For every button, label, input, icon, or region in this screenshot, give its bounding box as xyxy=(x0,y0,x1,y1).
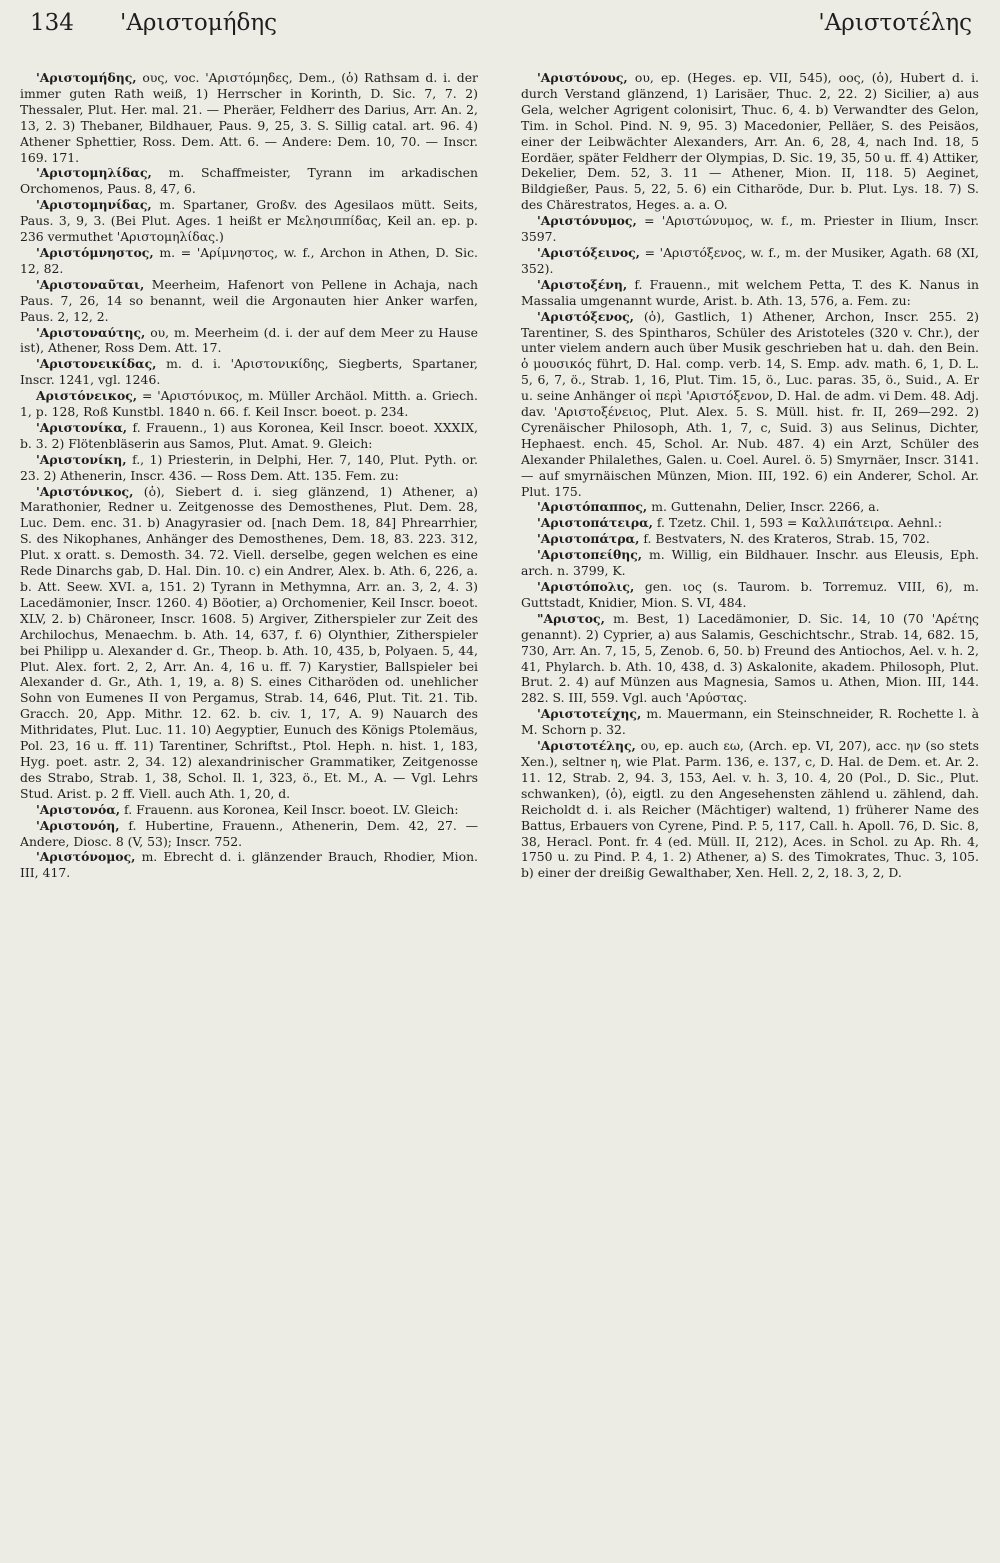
headword: 'Αριστοξένη, xyxy=(537,276,628,292)
entry-text: m. = 'Αρίμνηστος, w. f., Archon in Athen, D. Sic. 12, 82. xyxy=(20,244,478,276)
entry-text: m. Mauermann, ein Steinschneider, R. Rochette l. à M. Schorn p. 32. xyxy=(521,706,979,738)
headword: 'Αριστοναῦται, xyxy=(36,276,145,292)
entry xyxy=(20,802,478,818)
entry-text: f. Frauenn. aus Koronea, Keil Inscr. boeot. LV. Gleich: xyxy=(124,801,459,817)
entry xyxy=(20,277,478,325)
entry-text: (ὁ), Gastlich, 1) Athener, Archon, Inscr. 255. 2) Tarentiner, S. des Spintharos, Schüler des Aristoteles (320 v. Chr.), der unter vielem andern auch über Musik geschrieben hat u. dah. den Bein. ὁ μουσικός führt, D. Hal. comp. verb. 14, S. Emp. adv. math. 6, 1, D. L. 5, 6, 7, ö., Strab. 1, 16, Plut. Tim. 15, ö., Luc. paras. 35, ö., Suid., A. Er u. seine Anhänger οἱ περὶ 'Αριστόξενον, D. Hal. de adm. vi Dem. 48. Adj. dav. 'Αριστοξένειος, Plut. Alex. 5. S. Müll. hist. fr. II, 269—292. 2) Cyrenäischer Philosoph, Ath. 1, 7, c, Suid. 3) aus Selinus, Dichter, Hephaest. ench. 45, Schol. Ar. Nub. 487. 4) ein Arzt, Schüler des Alexander Philalethes, Galen. u. Coel. Aurel. ö. 5) Smyrnäer, Inscr. 3141. — auf smyrnäischen Münzen, Mion. III, 192. 6) ein Anderer, Schol. Ar. Plut. 175. xyxy=(521,308,979,499)
entry-text: f. Frauenn., mit welchem Petta, T. des K. Nanus in Massalia umgenannt wurde, Arist. b. Ath. 13, 576, a. Fem. zu: xyxy=(521,276,979,308)
entry-text: Meerheim, Hafenort von Pellene in Achaja, nach Paus. 7, 26, 14 so benannt, weil die Argonauten hier Anker warfen, Paus. 2, 12, 2. xyxy=(20,276,478,324)
entry xyxy=(521,70,979,213)
entry-text: ους, voc. 'Αριστόμηδες, Dem., (ὁ) Rathsam d. i. der immer guten Rath weiß, 1) Herrscher in Korinth, D. Sic. 7, 7. 2) Thessaler, Plut. Her. mal. 21. — Pheräer, Feldherr des Darius, Arr. An. 2, 13, 2. 3) Thebaner, Bildhauer, Paus. 9, 25, 3. S. Sillig catal. art. 96. 4) Athener Sphettier, Ross. Dem. Att. 6. — Andere: Dem. 10, 70. — Inscr. 169. 171. xyxy=(20,70,478,165)
entry xyxy=(20,325,478,357)
entry-text: m. Ebrecht d. i. glänzender Brauch, Rhodier, Mion. III, 417. xyxy=(20,849,478,881)
entry-text: m. Spartaner, Großv. des Agesilaos mütt. Seits, Paus. 3, 9, 3. (Bei Plut. Ages. 1 heißt er Μελησιππίδας, Keil an. ep. p. 236 vermuthet 'Αριστομηλίδας.) xyxy=(20,197,478,245)
left-guide-word: 'Αριστομήδης xyxy=(120,10,277,36)
headword: 'Αριστοπείθης, xyxy=(537,547,643,563)
entry-text: f. Bestvaters, N. des Krateros, Strab. 15, 702. xyxy=(643,531,930,547)
entry xyxy=(20,452,478,484)
page-number: 134 xyxy=(30,10,74,36)
headword: 'Αριστομηλίδας, xyxy=(36,165,152,181)
entry xyxy=(20,484,478,802)
entry-text: m. d. i. 'Αριστονικίδης, Siegberts, Spartaner, Inscr. 1241, vgl. 1246. xyxy=(20,356,478,388)
entry xyxy=(20,388,478,420)
headword: 'Αριστόξενος, xyxy=(537,308,634,324)
headword: 'Αριστονίκα, xyxy=(36,419,128,435)
entry xyxy=(20,70,478,165)
entry-text: ου, ep. auch εω, (Arch. ep. VI, 207), acc. ην (so stets Xen.), seltner η, wie Plat. Parm. 136, e. 137, c, D. Hal. de Dem. et. Ar. 2. 11. 12, Strab. 2, 94. 3, 153, Ael. v. h. 3, 10. 4, 20 (Pol., D. Sic., Plut. schwanken), (ὁ), eigtl. zu den Angesehensten zählend u. zählend, dah. Reicholdt d. i. als Reicher (Mächtiger) waltend, 1) früherer Name des Battus, Erbauers von Cyrene, Pind. P. 5, 117, Call. h. Apoll. 76, D. Sic. 8, 38, Heracl. Pont. fr. 4 (ed. Müll. II, 212), Aces. in Schol. zu Ap. Rh. 4, 1750 u. zu Pind. P. 4, 1. 2) Athener, a) S. des Timokrates, Thuc. 3, 105. b) einer der dreißig Gewalthaber, Xen. Hell. 2, 2, 18. 3, 2, D. xyxy=(521,738,979,881)
entry-text: ου, ep. (Heges. ep. VII, 545), οος, (ὁ), Hubert d. i. durch Verstand glänzend, 1) Larisäer, Thuc. 2, 22. 2) Sicilier, a) aus Gela, welcher Agrigent colonisirt, Thuc. 6, 4. b) Verwandter des Gelon, Tim. in Schol. Pind. N. 9, 95. 3) Macedonier, Pelläer, S. des Peisäos, einer der Leibwächter Alexanders, Arr. An. 6, 28, 4, nach Ind. 18, 5 Eordäer, später Feldherr der Olympias, D. Sic. 19, 35, 50 u. ff. 4) Attiker, Dekelier, Dem. 52, 3. 11 — Athener, Mion. II, 118. 5) Aeginet, Bildgießer, Paus. 5, 22, 5. 6) ein Citharöde, Dur. b. Plut. Lys. 18. 7) S. des Chärestratos, Heges. a. a. O. xyxy=(521,70,979,213)
headword: 'Αριστονόα, xyxy=(36,801,121,817)
entry xyxy=(20,818,478,850)
entry xyxy=(20,849,478,881)
headword: 'Αριστοπάτειρα, xyxy=(537,515,653,531)
entry-text: = 'Αριστόξενος, w. f., m. der Musiker, Agath. 68 (XI, 352). xyxy=(521,244,979,276)
left-column xyxy=(20,70,478,1550)
entry-text: ου, m. Meerheim (d. i. der auf dem Meer zu Hause ist), Athener, Ross Dem. Att. 17. xyxy=(20,324,478,356)
headword: 'Αριστοτείχης, xyxy=(537,706,642,722)
entry xyxy=(20,245,478,277)
headword: 'Αριστομηνίδας, xyxy=(36,197,152,213)
entry-text: (ὁ), Siebert d. i. sieg glänzend, 1) Athener, a) Marathonier, Redner u. Zeitgenosse des Demosthenes, Plut. Dem. 28, Luc. Dem. enc. 31. b) Anagyrasier od. [nach Dem. 18, 84] Phrearrhier, S. des Nikophanes, Anhänger des Demosthenes, Dem. 18, 83. 223. 312, Plut. x oratt. s. Demosth. 34. 72. Viell. derselbe, gegen welchen es eine Rede Dinarchs gab, D. Hal. Din. 10. c) ein Andrer, Alex. b. Ath. 6, 226, a. b. Att. Seew. XVI. a, 151. 2) Tyrann in Methymna, Arr. an. 3, 2, 4. 3) Lacedämonier, Inscr. 1260. 4) Böotier, a) Orchomenier, Keil Inscr. boeot. XLV, 2. b) Chäroneer, Inscr. 1608. 5) Argiver, Zitherspieler zur Zeit des Archilochus, Menaechm. b. Ath. 14, 637, f. 6) Olynthier, Zitherspieler bei Philipp u. Alexander d. Gr., Theop. b. Ath. 10, 435, b, Polyaen. 5, 44, Plut. Alex. fort. 2, 2, Arr. An. 4, 16 u. ff. 7) Karystier, Ballspieler bei Alexander d. Gr., Ath. 1, 19, a. 8) S. eines Citharöden od. unehlicher Sohn von Eumenes II von Pergamus, Strab. 14, 646, Plut. Tit. 21. Tib. Gracch. 20, App. Mithr. 12. 62. b. civ. 1, 17, A. 9) Nauarch des Mithridates, Plut. Luc. 11. 10) Aegyptier, Eunuch des Königs Ptolemäus, Pol. 23, 16 u. ff. 11) Tarentiner, Schriftst., Ptol. Heph. n. hist. 1, 183, Hyg. poet. astr. 2, 34. 12) alexandrinischer Grammatiker, Zeitgenosse des Strabo, Strab. 1, 38, Schol. Il. 1, 323, ö., Et. M., A. — Vgl. Lehrs Stud. Arist. p. 2 ff. Viell. auch Ath. 1, 20, d. xyxy=(20,483,478,801)
headword: 'Αριστόμνηστος, xyxy=(36,244,154,260)
entry-text: m. Guttenahn, Delier, Inscr. 2266, a. xyxy=(651,499,880,515)
headword: "Αριστος, xyxy=(537,610,605,626)
headword: 'Αριστοναύτης, xyxy=(36,324,146,340)
entry-text: = 'Αριστόνικος, m. Müller Archäol. Mitth. a. Griech. 1, p. 128, Roß Kunstbl. 1840 n. 66. f. Keil Inscr. boeot. p. 234. xyxy=(20,388,478,420)
headword: 'Αριστονεικίδας, xyxy=(36,356,157,372)
entry xyxy=(521,706,979,738)
right-column xyxy=(521,70,979,1550)
entry-text: f. Tzetz. Chil. 1, 593 = Καλλιπάτειρα. Aehnl.: xyxy=(656,515,943,531)
headword: 'Αριστομήδης, xyxy=(36,70,137,85)
entry xyxy=(20,165,478,197)
entry xyxy=(20,197,478,245)
entry-text: m. Schaffmeister, Tyrann im arkadischen Orchomenos, Paus. 8, 47, 6. xyxy=(20,165,478,197)
entry xyxy=(521,547,979,579)
headword: Αριστόνεικος, xyxy=(36,388,138,404)
headword: 'Αριστονίκη, xyxy=(36,451,127,467)
headword: 'Αριστόνυμος, xyxy=(537,213,637,229)
entry-text: m. Best, 1) Lacedämonier, D. Sic. 14, 10 (70 'Αρέτης genannt). 2) Cyprier, a) aus Salamis, Geschichtschr., Strab. 14, 682. 15, 730, Arr. An. 7, 15, 5, Zenob. 6, 50. b) Freund des Antiochos, Ael. v. h. 2, 41, Phylarch. b. Ath. 10, 438, d. 3) Askalonite, akadem. Philosoph, Plut. Brut. 2. 4) auf Münzen aus Magnesia, Samos u. Athen, Mion. III, 144. 282. S. III, 559. Vgl. auch 'Αρύστας. xyxy=(521,610,979,706)
entry xyxy=(521,277,979,309)
headword: 'Αριστοτέλης, xyxy=(537,738,636,754)
headword: 'Αριστόνους, xyxy=(537,70,628,85)
entry xyxy=(20,420,478,452)
entry-text: f. Frauenn., 1) aus Koronea, Keil Inscr. boeot. XXXIX, b. 3. 2) Flötenbläserin aus Samos, Plut. Amat. 9. Gleich: xyxy=(20,419,478,451)
headword: 'Αριστόνομος, xyxy=(36,849,136,865)
entry xyxy=(521,611,979,706)
entry-text: m. Willig, ein Bildhauer. Inschr. aus Eleusis, Eph. arch. n. 3799, K. xyxy=(521,547,979,579)
headword: 'Αριστόξεινος, xyxy=(537,244,640,260)
entry xyxy=(521,738,979,881)
entry-text: gen. ιος (s. Taurom. b. Torremuz. VIII, 6), m. Guttstadt, Knidier, Mion. S. VI, 484. xyxy=(521,579,979,610)
entry xyxy=(521,515,979,531)
entry-text: f. Hubertine, Frauenn., Athenerin, Dem. 42, 27. — Andere, Diosc. 8 (V, 53); Inscr. 752. xyxy=(20,817,478,849)
entry xyxy=(20,356,478,388)
entry-text: = 'Αριστώνυμος, w. f., m. Priester in Ilium, Inscr. 3597. xyxy=(521,213,979,245)
entry xyxy=(521,245,979,277)
running-header xyxy=(30,10,972,50)
headword: 'Αριστόνικος, xyxy=(36,483,134,499)
headword: 'Αριστονόη, xyxy=(36,817,120,833)
headword: 'Αριστοπάτρα, xyxy=(537,531,640,547)
entry xyxy=(521,309,979,500)
headword: 'Αριστόπαππος, xyxy=(537,499,648,515)
entry xyxy=(521,579,979,611)
headword: 'Αριστόπολις, xyxy=(537,579,635,594)
entry-text: f., 1) Priesterin, in Delphi, Her. 7, 140, Plut. Pyth. or. 23. 2) Athenerin, Inscr. 436. — Ross Dem. Att. 135. Fem. zu: xyxy=(20,451,478,483)
entry xyxy=(521,213,979,245)
right-guide-word: 'Αριστοτέλης xyxy=(818,10,972,36)
entry xyxy=(521,499,979,515)
entry xyxy=(521,531,979,547)
